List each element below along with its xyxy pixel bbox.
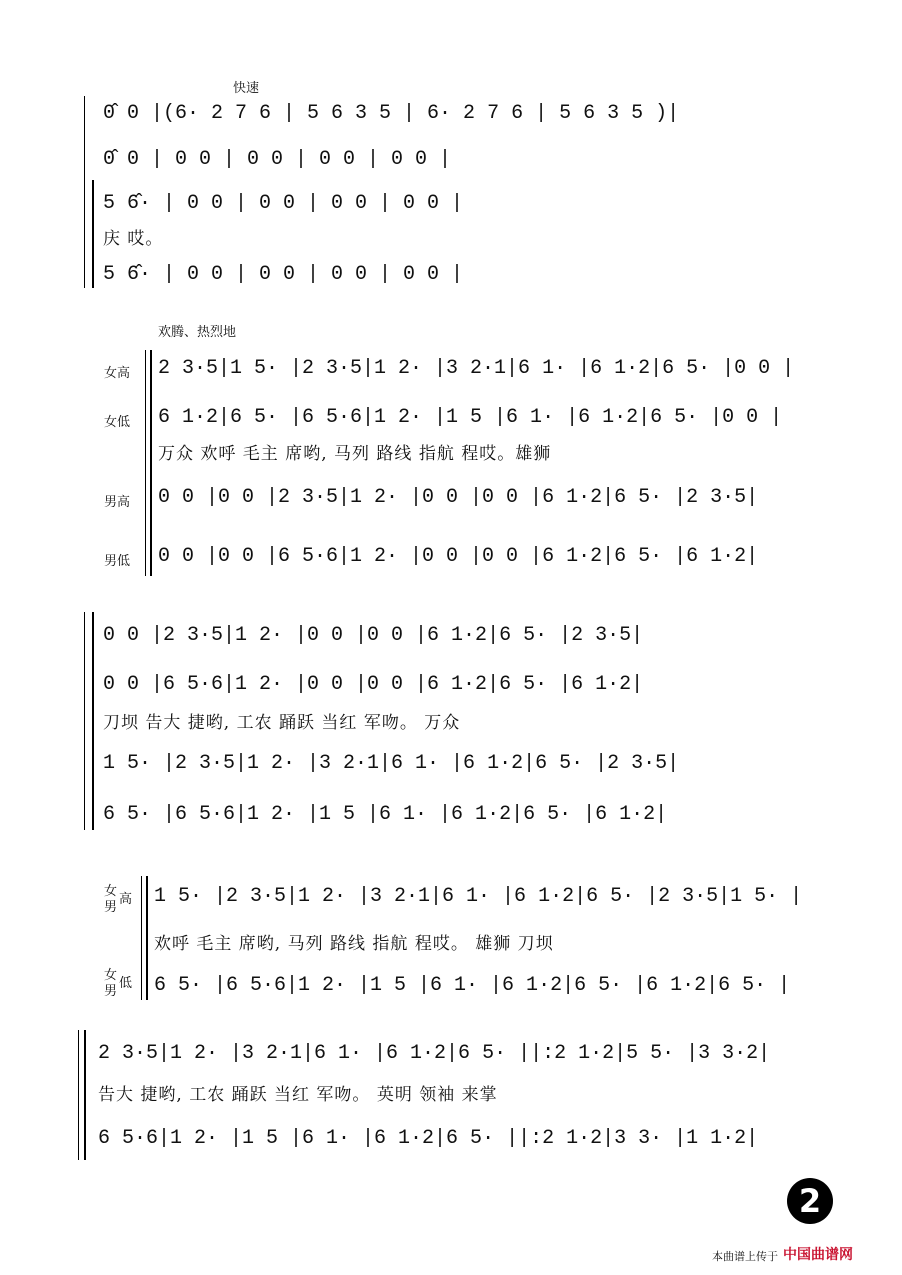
- part-label: 女: [104, 968, 118, 983]
- lyrics-line: 欢呼 毛主 席哟, 马列 路线 指航 程哎。 雄狮 刀坝: [154, 934, 554, 954]
- system-1-bracket: [84, 96, 85, 288]
- part-label: 女低: [104, 415, 131, 430]
- system-1-brace: [92, 180, 94, 288]
- part-label: 男低: [104, 554, 131, 569]
- notation-line: 0 0 |0 0 |6 5·6|1 2· |0 0 |0 0 |6 1·2|6 5· |6 1·2|: [158, 545, 759, 568]
- lyrics-line: 庆 哎。: [103, 229, 164, 249]
- part-label: 男高: [104, 495, 131, 510]
- system-3-bracket: [84, 612, 85, 830]
- notation-line: 1 5· |2 3·5|1 2· |3 2·1|6 1· |6 1·2|6 5· |2 3·5|: [103, 752, 680, 775]
- system-2-bracket: [145, 350, 146, 576]
- notation-line: 5 6̂· | 0 0 | 0 0 | 0 0 | 0 0 |: [103, 192, 464, 215]
- part-label: 高: [119, 892, 133, 907]
- part-label: 低: [119, 976, 133, 991]
- page-number-badge: 2: [787, 1178, 833, 1224]
- notation-line: 1 5· |2 3·5|1 2· |3 2·1|6 1· |6 1·2|6 5· |2 3·5|1 5· |: [154, 885, 803, 908]
- lyrics-line: 万众 欢呼 毛主 席哟, 马列 路线 指航 程哎。雄狮: [158, 444, 552, 464]
- lyrics-line: 告大 捷哟, 工农 踊跃 当红 军吻。 英明 领袖 来掌: [98, 1085, 498, 1105]
- system-3-brace: [92, 612, 94, 830]
- part-label: 女: [104, 884, 118, 899]
- footer-site-logo[interactable]: 中国曲谱网: [783, 1247, 853, 1263]
- notation-line: 6 5·6|1 2· |1 5 |6 1· |6 1·2|6 5· ||:2 1·2|3 3· |1 1·2|: [98, 1127, 759, 1150]
- system-5-bracket: [78, 1030, 79, 1160]
- system-2-brace: [150, 350, 152, 576]
- system-4-bracket: [141, 876, 142, 1000]
- lyrics-line: 刀坝 告大 捷哟, 工农 踊跃 当红 军吻。 万众: [103, 713, 461, 733]
- part-label: 男: [104, 984, 118, 999]
- notation-line: 6 5· |6 5·6|1 2· |1 5 |6 1· |6 1·2|6 5· |6 1·2|6 5· |: [154, 974, 791, 997]
- notation-line: 0 0 |2 3·5|1 2· |0 0 |0 0 |6 1·2|6 5· |2 3·5|: [103, 624, 644, 647]
- part-label: 女高: [104, 366, 131, 381]
- notation-line: 6 5· |6 5·6|1 2· |1 5 |6 1· |6 1·2|6 5· |6 1·2|: [103, 803, 668, 826]
- system-4-brace: [146, 876, 148, 1000]
- notation-line: 0 0 |6 5·6|1 2· |0 0 |0 0 |6 1·2|6 5· |6 1·2|: [103, 673, 644, 696]
- notation-line: 2 3·5|1 2· |3 2·1|6 1· |6 1·2|6 5· ||:2 1·2|5 5· |3 3·2|: [98, 1042, 771, 1065]
- footer-upload-note: 本曲谱上传于: [712, 1250, 778, 1263]
- notation-line: 2 3·5|1 5· |2 3·5|1 2· |3 2·1|6 1· |6 1·2|6 5· |0 0 |: [158, 357, 795, 380]
- notation-line: 6 1·2|6 5· |6 5·6|1 2· |1 5 |6 1· |6 1·2|6 5· |0 0 |: [158, 406, 783, 429]
- notation-line: 5 6̂· | 0 0 | 0 0 | 0 0 | 0 0 |: [103, 263, 464, 286]
- part-label: 男: [104, 900, 118, 915]
- notation-line: 0̂ 0 | 0 0 | 0 0 | 0 0 | 0 0 |: [103, 148, 452, 171]
- notation-line: 0 0 |0 0 |2 3·5|1 2· |0 0 |0 0 |6 1·2|6 5· |2 3·5|: [158, 486, 759, 509]
- tempo-marking-fast: 快速: [233, 81, 260, 96]
- system-5-brace: [84, 1030, 86, 1160]
- tempo-marking-jubilant: 欢腾、热烈地: [158, 325, 237, 340]
- notation-line: 0̂ 0 |(6· 2 7 6 | 5 6 3 5 | 6· 2 7 6 | 5 6 3 5 )|: [103, 102, 680, 125]
